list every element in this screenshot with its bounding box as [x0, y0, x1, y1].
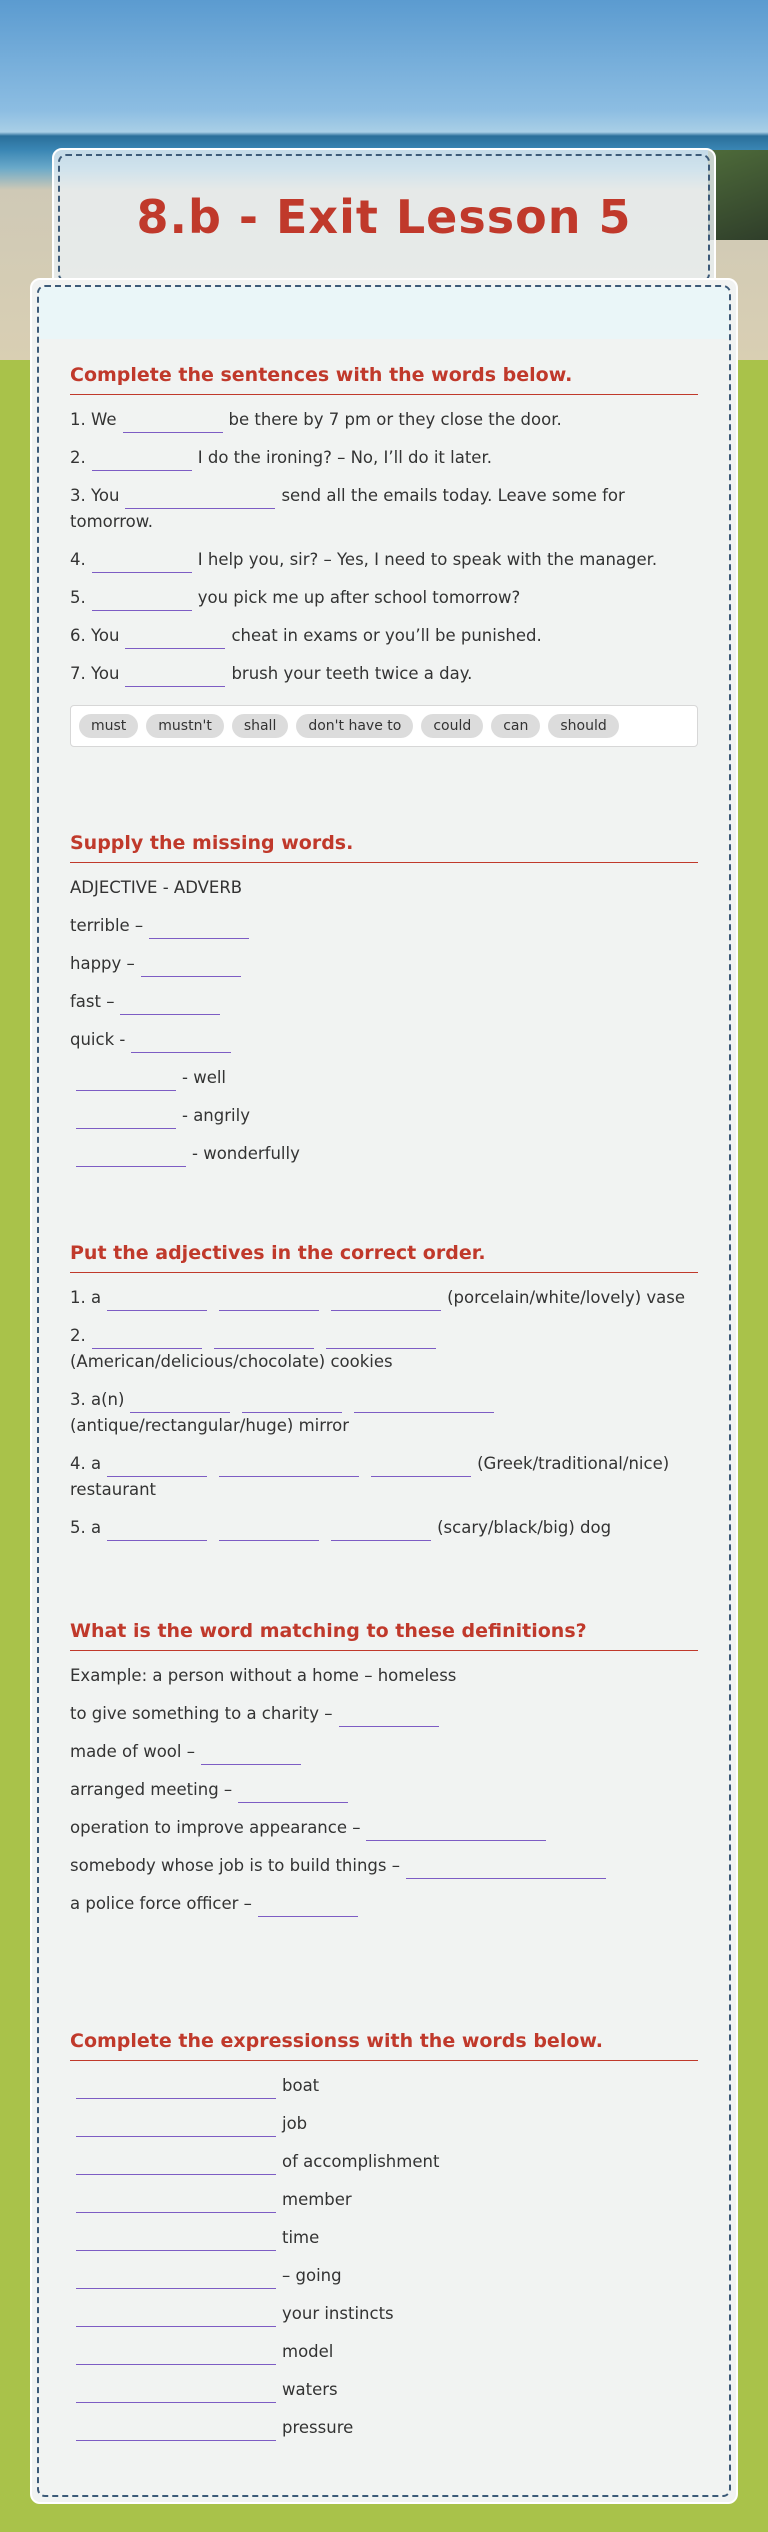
- answer-blank[interactable]: [258, 1895, 358, 1917]
- pair-item: happy –: [70, 951, 698, 977]
- answer-blank[interactable]: [130, 1391, 230, 1413]
- answer-blank[interactable]: [238, 1781, 348, 1803]
- expression-item: waters: [70, 2377, 698, 2403]
- title-card: [52, 148, 716, 288]
- answer-blank[interactable]: [107, 1519, 207, 1541]
- section-title: Complete the expressionss with the words below.: [70, 2030, 698, 2061]
- definition-item: somebody whose job is to build things –: [70, 1853, 698, 1879]
- answer-blank[interactable]: [92, 449, 192, 471]
- pair-item: - wonderfully: [70, 1141, 698, 1167]
- sentence-5: 5. you pick me up after school tomorrow?: [70, 585, 698, 611]
- word-chip[interactable]: could: [421, 714, 483, 738]
- answer-blank[interactable]: [406, 1857, 606, 1879]
- order-item-2: 2. (American/delicious/chocolate) cookies: [70, 1323, 698, 1375]
- answer-blank[interactable]: [219, 1289, 319, 1311]
- sentence-4: 4. I help you, sir? – Yes, I need to speak with the manager.: [70, 547, 698, 573]
- expression-item: member: [70, 2187, 698, 2213]
- answer-blank[interactable]: [141, 955, 241, 977]
- section-title: Put the adjectives in the correct order.: [70, 1242, 698, 1273]
- word-chip[interactable]: must: [79, 714, 138, 738]
- word-chip[interactable]: don't have to: [296, 714, 413, 738]
- answer-blank[interactable]: [371, 1455, 471, 1477]
- sentence-3: 3. You send all the emails today. Leave some for tomorrow.: [70, 486, 625, 531]
- word-bank: [70, 705, 698, 747]
- word-chip[interactable]: can: [491, 714, 540, 738]
- answer-blank[interactable]: [331, 1289, 441, 1311]
- order-item-5: 5. a (scary/black/big) dog: [70, 1515, 698, 1541]
- order-item-4: 4. a (Greek/traditional/nice) restaurant: [70, 1454, 670, 1499]
- answer-blank[interactable]: [242, 1391, 342, 1413]
- answer-blank[interactable]: [125, 487, 275, 509]
- word-chip[interactable]: mustn't: [146, 714, 224, 738]
- answer-blank[interactable]: [92, 551, 192, 573]
- answer-blank[interactable]: [366, 1819, 546, 1841]
- expression-item: of accomplishment: [70, 2149, 698, 2175]
- sentence-6: 6. You cheat in exams or you’ll be punished.: [70, 623, 698, 649]
- answer-blank[interactable]: [107, 1289, 207, 1311]
- answer-blank[interactable]: [76, 2267, 276, 2289]
- answer-blank[interactable]: [120, 993, 220, 1015]
- answer-blank[interactable]: [125, 665, 225, 687]
- definition-item: arranged meeting –: [70, 1777, 698, 1803]
- word-chip[interactable]: should: [548, 714, 618, 738]
- answer-blank[interactable]: [131, 1031, 231, 1053]
- answer-blank[interactable]: [149, 917, 249, 939]
- sentence-2: 2. I do the ironing? – No, I’ll do it later.: [70, 445, 698, 471]
- boat-image: [708, 150, 768, 240]
- answer-blank[interactable]: [123, 411, 223, 433]
- answer-blank[interactable]: [339, 1705, 439, 1727]
- answer-blank[interactable]: [76, 2305, 276, 2327]
- page-title: 8.b - Exit Lesson 5: [136, 190, 632, 244]
- definition-item: a police force officer –: [70, 1891, 698, 1917]
- section-adjective-order: [70, 1242, 698, 1553]
- section-heading: ADJECTIVE - ADVERB: [70, 878, 243, 897]
- answer-blank[interactable]: [76, 2115, 276, 2137]
- definition-item: operation to improve appearance –: [70, 1815, 698, 1841]
- answer-blank[interactable]: [76, 1145, 186, 1167]
- pair-item: - well: [70, 1065, 698, 1091]
- word-chip[interactable]: shall: [232, 714, 289, 738]
- answer-blank[interactable]: [76, 2153, 276, 2175]
- section-modal-verbs: [70, 364, 698, 747]
- pair-item: - angrily: [70, 1103, 698, 1129]
- section-title: Supply the missing words.: [70, 832, 698, 863]
- answer-blank[interactable]: [219, 1519, 319, 1541]
- expression-item: job: [70, 2111, 698, 2137]
- expression-item: model: [70, 2339, 698, 2365]
- order-item-3: 3. a(n) (antique/rectangular/huge) mirror: [70, 1387, 698, 1439]
- answer-blank[interactable]: [76, 2343, 276, 2365]
- section-title: Complete the sentences with the words below.: [70, 364, 698, 395]
- pair-item: terrible –: [70, 913, 698, 939]
- sentence-1: 1. We be there by 7 pm or they close the door.: [70, 407, 698, 433]
- answer-blank[interactable]: [201, 1743, 301, 1765]
- order-item-1: 1. a (porcelain/white/lovely) vase: [70, 1285, 698, 1311]
- section-expressions: [70, 2030, 698, 2453]
- expression-item: your instincts: [70, 2301, 698, 2327]
- answer-blank[interactable]: [76, 2077, 276, 2099]
- definition-item: to give something to a charity –: [70, 1701, 698, 1727]
- answer-blank[interactable]: [326, 1327, 436, 1349]
- answer-blank[interactable]: [76, 2229, 276, 2251]
- section-definitions: [70, 1620, 698, 1929]
- answer-blank[interactable]: [76, 2381, 276, 2403]
- answer-blank[interactable]: [354, 1391, 494, 1413]
- answer-blank[interactable]: [76, 1107, 176, 1129]
- sentence-7: 7. You brush your teeth twice a day.: [70, 661, 698, 687]
- answer-blank[interactable]: [107, 1455, 207, 1477]
- answer-blank[interactable]: [92, 589, 192, 611]
- expression-item: time: [70, 2225, 698, 2251]
- section-adjective-adverb: [70, 832, 698, 1179]
- expression-item: – going: [70, 2263, 698, 2289]
- answer-blank[interactable]: [331, 1519, 431, 1541]
- answer-blank[interactable]: [219, 1455, 359, 1477]
- pair-item: quick -: [70, 1027, 698, 1053]
- expression-item: boat: [70, 2073, 698, 2099]
- answer-blank[interactable]: [214, 1327, 314, 1349]
- answer-blank[interactable]: [76, 2191, 276, 2213]
- answer-blank[interactable]: [92, 1327, 202, 1349]
- definition-example: Example: a person without a home – homeless: [70, 1666, 457, 1685]
- answer-blank[interactable]: [76, 1069, 176, 1091]
- pair-item: fast –: [70, 989, 698, 1015]
- expression-item: pressure: [70, 2415, 698, 2441]
- answer-blank[interactable]: [125, 627, 225, 649]
- definition-item: made of wool –: [70, 1739, 698, 1765]
- answer-blank[interactable]: [76, 2419, 276, 2441]
- section-title: What is the word matching to these definitions?: [70, 1620, 698, 1651]
